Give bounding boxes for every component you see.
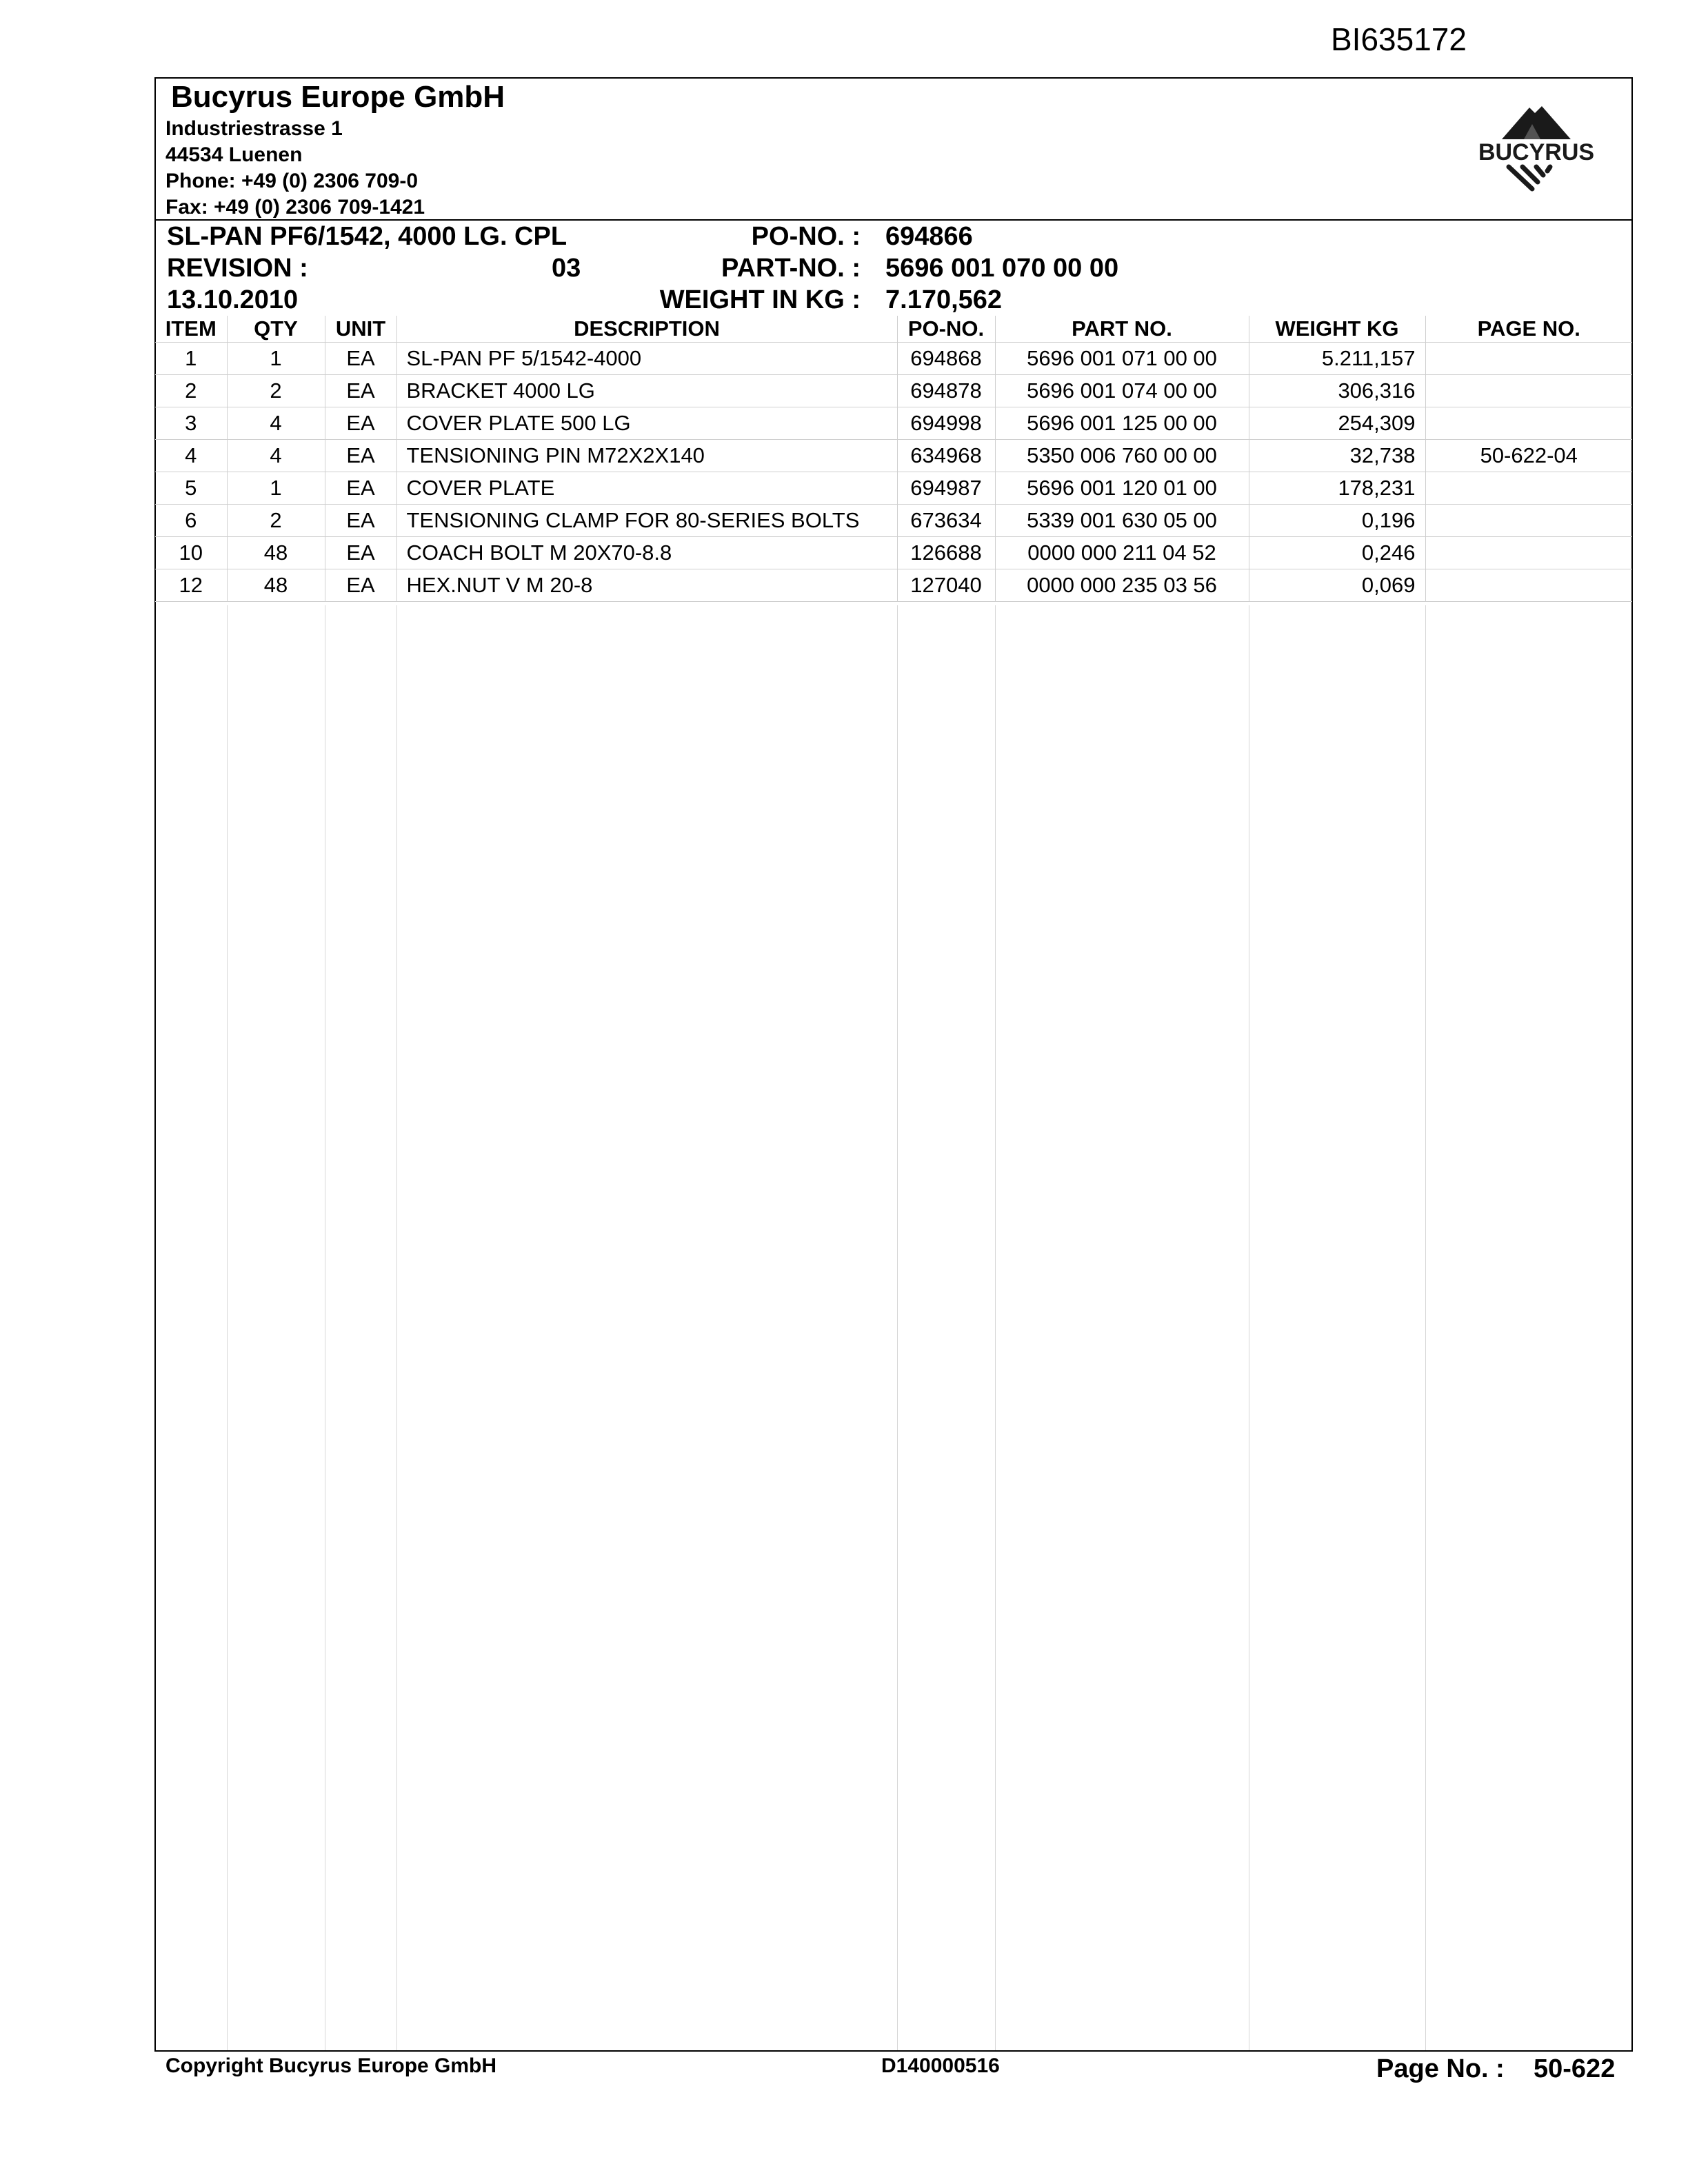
cell-item: 12	[155, 569, 227, 602]
cell-qty: 2	[227, 375, 325, 407]
cell-po-no: 694868	[897, 343, 995, 375]
copyright-notice: Copyright Bucyrus Europe GmbH	[165, 2054, 497, 2077]
column-guide-line	[227, 605, 228, 2050]
column-header-unit: UNIT	[325, 316, 396, 343]
parts-table	[155, 316, 1632, 602]
cell-weight: 0,069	[1249, 569, 1425, 602]
logo-text: BUCYRUS	[1478, 139, 1595, 165]
cell-page-no	[1425, 569, 1632, 602]
cell-po-no: 126688	[897, 537, 995, 569]
cell-qty: 4	[227, 407, 325, 440]
document-date: 13.10.2010	[167, 285, 299, 314]
cell-description: COACH BOLT M 20X70-8.8	[396, 537, 897, 569]
part-no-value: 5696 001 070 00 00	[885, 254, 1119, 283]
weight-label: WEIGHT IN KG :	[659, 285, 861, 314]
cell-unit: EA	[325, 537, 396, 569]
cell-po-no: 127040	[897, 569, 995, 602]
header-divider	[154, 219, 1633, 221]
cell-qty: 48	[227, 569, 325, 602]
cell-description: HEX.NUT V M 20-8	[396, 569, 897, 602]
table-row	[155, 472, 1632, 505]
cell-unit: EA	[325, 440, 396, 472]
page-no-value: 50-622	[1534, 2054, 1616, 2083]
cell-weight: 5.211,157	[1249, 343, 1425, 375]
table-row	[155, 537, 1632, 569]
column-header-weight: WEIGHT KG	[1249, 316, 1425, 343]
table-row	[155, 407, 1632, 440]
column-guide-line	[897, 605, 898, 2050]
cell-part-no: 5339 001 630 05 00	[995, 505, 1249, 537]
cell-weight: 306,316	[1249, 375, 1425, 407]
table-row	[155, 569, 1632, 602]
cell-po-no: 694998	[897, 407, 995, 440]
cell-part-no: 0000 000 235 03 56	[995, 569, 1249, 602]
cell-qty: 48	[227, 537, 325, 569]
cell-po-no: 694987	[897, 472, 995, 505]
cell-description: BRACKET 4000 LG	[396, 375, 897, 407]
cell-part-no: 5696 001 120 01 00	[995, 472, 1249, 505]
cell-description: TENSIONING CLAMP FOR 80-SERIES BOLTS	[396, 505, 897, 537]
weight-value: 7.170,562	[885, 285, 1003, 314]
assembly-title: SL-PAN PF6/1542, 4000 LG. CPL	[167, 222, 567, 251]
cell-unit: EA	[325, 569, 396, 602]
cell-item: 3	[155, 407, 227, 440]
document-id: BI635172	[1331, 21, 1467, 57]
cell-qty: 1	[227, 343, 325, 375]
column-guide-line	[396, 605, 397, 2050]
company-city: 44534 Luenen	[165, 143, 303, 166]
cell-unit: EA	[325, 407, 396, 440]
company-phone: Phone: +49 (0) 2306 709-0	[165, 170, 419, 192]
column-header-qty: QTY	[227, 316, 325, 343]
cell-weight: 178,231	[1249, 472, 1425, 505]
cell-qty: 4	[227, 440, 325, 472]
cell-po-no: 694878	[897, 375, 995, 407]
cell-part-no: 0000 000 211 04 52	[995, 537, 1249, 569]
cell-description: SL-PAN PF 5/1542-4000	[396, 343, 897, 375]
cell-qty: 1	[227, 472, 325, 505]
cell-page-no: 50-622-04	[1425, 440, 1632, 472]
company-name: Bucyrus Europe GmbH	[171, 80, 505, 114]
cell-po-no: 634968	[897, 440, 995, 472]
cell-weight: 254,309	[1249, 407, 1425, 440]
cell-part-no: 5696 001 125 00 00	[995, 407, 1249, 440]
column-guide-line	[1425, 605, 1426, 2050]
table-header-row	[155, 316, 1632, 343]
cell-page-no	[1425, 343, 1632, 375]
revision-label: REVISION :	[167, 254, 308, 283]
column-header-part-no: PART NO.	[995, 316, 1249, 343]
cell-weight: 0,246	[1249, 537, 1425, 569]
column-guide-line	[995, 605, 996, 2050]
po-value: 694866	[885, 222, 973, 251]
cell-page-no	[1425, 537, 1632, 569]
part-no-label: PART-NO. :	[721, 254, 861, 283]
column-header-description: DESCRIPTION	[396, 316, 897, 343]
cell-item: 4	[155, 440, 227, 472]
cell-unit: EA	[325, 505, 396, 537]
cell-weight: 0,196	[1249, 505, 1425, 537]
company-fax: Fax: +49 (0) 2306 709-1421	[165, 196, 425, 219]
cell-item: 5	[155, 472, 227, 505]
logo-bucket-teeth-icon	[1509, 167, 1550, 189]
cell-unit: EA	[325, 375, 396, 407]
logo-mountain-icon	[1502, 106, 1571, 139]
cell-description: TENSIONING PIN M72X2X140	[396, 440, 897, 472]
table-row	[155, 375, 1632, 407]
table-row	[155, 343, 1632, 375]
bucyrus-logo	[1460, 103, 1612, 193]
page-no-label: Page No. :	[1376, 2054, 1505, 2083]
cell-description: COVER PLATE 500 LG	[396, 407, 897, 440]
table-row	[155, 505, 1632, 537]
column-header-po-no: PO-NO.	[897, 316, 995, 343]
column-header-page-no: PAGE NO.	[1425, 316, 1632, 343]
cell-part-no: 5696 001 071 00 00	[995, 343, 1249, 375]
po-label: PO-NO. :	[751, 222, 861, 251]
cell-po-no: 673634	[897, 505, 995, 537]
cell-weight: 32,738	[1249, 440, 1425, 472]
document-number: D140000516	[881, 2054, 1000, 2077]
cell-page-no	[1425, 407, 1632, 440]
cell-page-no	[1425, 472, 1632, 505]
cell-page-no	[1425, 375, 1632, 407]
cell-item: 10	[155, 537, 227, 569]
cell-item: 2	[155, 375, 227, 407]
column-header-item: ITEM	[155, 316, 227, 343]
revision-value: 03	[552, 254, 581, 283]
cell-part-no: 5696 001 074 00 00	[995, 375, 1249, 407]
cell-item: 6	[155, 505, 227, 537]
cell-qty: 2	[227, 505, 325, 537]
cell-unit: EA	[325, 472, 396, 505]
cell-unit: EA	[325, 343, 396, 375]
cell-item: 1	[155, 343, 227, 375]
cell-part-no: 5350 006 760 00 00	[995, 440, 1249, 472]
cell-description: COVER PLATE	[396, 472, 897, 505]
table-row	[155, 440, 1632, 472]
cell-page-no	[1425, 505, 1632, 537]
company-street: Industriestrasse 1	[165, 117, 343, 140]
